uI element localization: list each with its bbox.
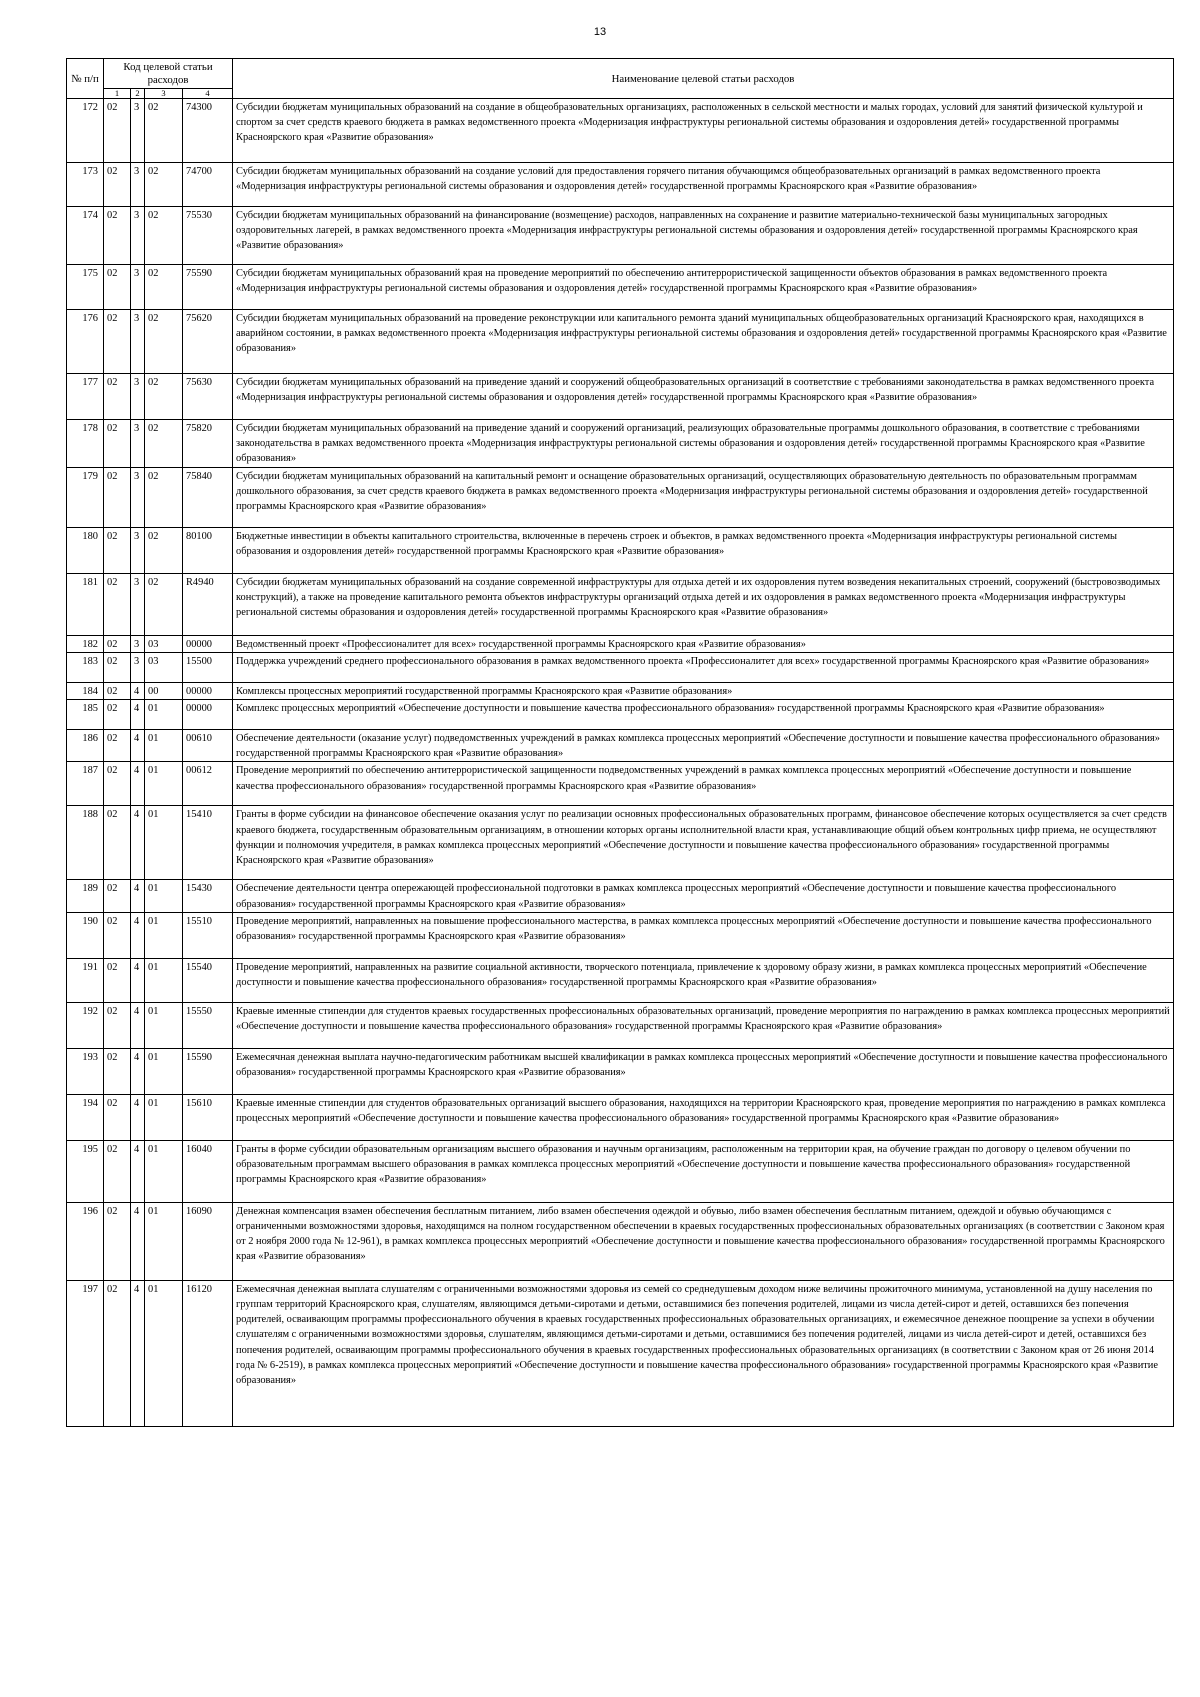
row-name: Комплекс процессных мероприятий «Обеспечение доступности и повышение качества профессионального образования» государственной программы Красноярского края «Развитие образования» bbox=[233, 700, 1174, 730]
code-direction: 15610 bbox=[183, 1094, 233, 1140]
row-number: 186 bbox=[67, 730, 104, 762]
code-type: 3 bbox=[131, 527, 145, 573]
row-name: Поддержка учреждений среднего профессионального образования в рамках ведомственного проекта «Профессионалитет для всех» государственной программы Красноярского края «Развитие образования» bbox=[233, 652, 1174, 682]
table-row bbox=[67, 420, 1174, 468]
table-body bbox=[67, 99, 1174, 1427]
code-direction: 15430 bbox=[183, 880, 233, 912]
code-subprogram: 01 bbox=[145, 1002, 183, 1048]
row-number: 178 bbox=[67, 420, 104, 468]
row-name: Бюджетные инвестиции в объекты капитального строительства, включенные в перечень строек и объектов, в рамках ведомственного проекта «Модернизация инфраструктуры региональной системы образования и оздоровления детей» государственной программы Красноярского края «Развитие образования» bbox=[233, 527, 1174, 573]
page-number: 13 bbox=[593, 26, 607, 38]
code-type: 4 bbox=[131, 880, 145, 912]
code-subprogram: 01 bbox=[145, 806, 183, 880]
code-type: 4 bbox=[131, 762, 145, 806]
row-name: Обеспечение деятельности (оказание услуг) подведомственных учреждений в рамках комплекса процессных мероприятий «Обеспечение доступности и повышение качества профессионального образования» государственной программы Красноярского края «Развитие образования» bbox=[233, 730, 1174, 762]
code-type: 4 bbox=[131, 682, 145, 699]
row-name: Субсидии бюджетам муниципальных образований на капитальный ремонт и оснащение образовательных организаций, осуществляющих образовательную деятельность по образовательным программам дошкольного образования, за счет средств краевого бюджета в рамках ведомственного проекта «Модернизация инфраструктуры региональной системы образования и оздоровления детей» государственной программы Красноярского края «Развитие образования» bbox=[233, 467, 1174, 527]
table-row bbox=[67, 573, 1174, 635]
table-row bbox=[67, 1140, 1174, 1202]
code-program: 02 bbox=[104, 573, 131, 635]
code-type: 3 bbox=[131, 467, 145, 527]
row-name: Обеспечение деятельности центра опережающей профессиональной подготовки в рамках комплекса процессных мероприятий «Обеспечение доступности и повышение качества профессионального образования» государственной программы Красноярского края «Развитие образования» bbox=[233, 880, 1174, 912]
row-name: Краевые именные стипендии для студентов краевых государственных профессиональных образовательных организаций, проведение мероприятия по награждению в рамках комплекса процессных мероприятий «Обеспечение доступности и повышение качества профессионального образования» государственной программы Красноярского края «Развитие образования» bbox=[233, 1002, 1174, 1048]
table-row bbox=[67, 1048, 1174, 1094]
code-subprogram: 03 bbox=[145, 635, 183, 652]
code-type: 3 bbox=[131, 265, 145, 310]
code-type: 4 bbox=[131, 1048, 145, 1094]
code-direction: 15590 bbox=[183, 1048, 233, 1094]
code-program: 02 bbox=[104, 880, 131, 912]
code-subprogram: 00 bbox=[145, 682, 183, 699]
code-type: 3 bbox=[131, 207, 145, 265]
table-row bbox=[67, 265, 1174, 310]
table-row bbox=[67, 912, 1174, 958]
code-direction: 16120 bbox=[183, 1280, 233, 1426]
code-subprogram: 01 bbox=[145, 1094, 183, 1140]
code-program: 02 bbox=[104, 1094, 131, 1140]
table-row bbox=[67, 806, 1174, 880]
row-name: Субсидии бюджетам муниципальных образований на создание условий для предоставления горячего питания обучающимся общеобразовательных организаций в рамках ведомственного проекта «Модернизация инфраструктуры региональной системы образования и оздоровления детей» государственной программы Красноярского края «Развитие образования» bbox=[233, 163, 1174, 207]
code-subprogram: 02 bbox=[145, 467, 183, 527]
row-number: 179 bbox=[67, 467, 104, 527]
row-number: 193 bbox=[67, 1048, 104, 1094]
code-subprogram: 02 bbox=[145, 310, 183, 374]
code-program: 02 bbox=[104, 1140, 131, 1202]
header-index-1: 1 bbox=[104, 89, 131, 99]
code-type: 4 bbox=[131, 700, 145, 730]
code-subprogram: 01 bbox=[145, 958, 183, 1002]
row-number: 182 bbox=[67, 635, 104, 652]
code-program: 02 bbox=[104, 1002, 131, 1048]
table-row bbox=[67, 958, 1174, 1002]
header-index-2: 2 bbox=[131, 89, 145, 99]
header-index-4: 4 bbox=[183, 89, 233, 99]
row-name: Гранты в форме субсидии образовательным организациям высшего образования и научным организациям, расположенным на территории края, на обучение граждан по договору о целевом обучении по образовательным программам высшего образования в рамках комплекса процессных мероприятий «Обеспечение доступности и повышение качества профессионального образования» государственной программы Красноярского края «Развитие образования» bbox=[233, 1140, 1174, 1202]
row-number: 196 bbox=[67, 1202, 104, 1280]
row-name: Субсидии бюджетам муниципальных образований на проведение реконструкции или капитального ремонта зданий муниципальных общеобразовательных организаций Красноярского края, находящихся в аварийном состоянии, в рамках ведомственного проекта «Модернизация инфраструктуры региональной системы образования и оздоровления детей» государственной программы Красноярского края «Развитие образования» bbox=[233, 310, 1174, 374]
row-name: Гранты в форме субсидии на финансовое обеспечение оказания услуг по реализации основных профессиональных образовательных программ, финансовое обеспечение которых осуществляется за счет средств краевого бюджета, государственным образовательным организациям, в отношении которых органы исполнительной власти края, устанавливающие общий объем контрольных цифр приема, не осуществляют функции и полномочия учредителя, в рамках комплекса процессных мероприятий «Обеспечение доступности и повышение качества профессионального образования» государственной программы Красноярского края «Развитие образования» bbox=[233, 806, 1174, 880]
code-direction: 16040 bbox=[183, 1140, 233, 1202]
row-number: 190 bbox=[67, 912, 104, 958]
row-number: 191 bbox=[67, 958, 104, 1002]
code-program: 02 bbox=[104, 99, 131, 163]
row-number: 189 bbox=[67, 880, 104, 912]
code-program: 02 bbox=[104, 806, 131, 880]
table-row bbox=[67, 762, 1174, 806]
code-subprogram: 01 bbox=[145, 700, 183, 730]
code-type: 4 bbox=[131, 958, 145, 1002]
code-subprogram: 02 bbox=[145, 265, 183, 310]
code-subprogram: 02 bbox=[145, 207, 183, 265]
row-number: 185 bbox=[67, 700, 104, 730]
row-name: Проведение мероприятий, направленных на повышение профессионального мастерства, в рамках комплекса процессных мероприятий «Обеспечение доступности и повышение качества профессионального образования» государственной программы Красноярского края «Развитие образования» bbox=[233, 912, 1174, 958]
row-number: 175 bbox=[67, 265, 104, 310]
header-code: Код целевой статьи расходов bbox=[104, 59, 233, 89]
row-name: Ежемесячная денежная выплата научно-педагогическим работникам высшей квалификации в рамках комплекса процессных мероприятий «Обеспечение доступности и повышение качества профессионального образования» государственной программы Красноярского края «Развитие образования» bbox=[233, 1048, 1174, 1094]
table-row bbox=[67, 652, 1174, 682]
code-type: 4 bbox=[131, 806, 145, 880]
row-name: Субсидии бюджетам муниципальных образований на создание в общеобразовательных организациях, расположенных в сельской местности и малых городах, условий для занятий физической культурой и спортом за счет средств краевого бюджета в рамках ведомственного проекта «Модернизация инфраструктуры региональной системы образования и оздоровления детей» государственной программы Красноярского края «Развитие образования» bbox=[233, 99, 1174, 163]
code-program: 02 bbox=[104, 265, 131, 310]
table-row bbox=[67, 99, 1174, 163]
row-name: Субсидии бюджетам муниципальных образований на финансирование (возмещение) расходов, направленных на сохранение и развитие материально-технической базы муниципальных загородных оздоровительных лагерей, в рамках ведомственного проекта «Модернизация инфраструктуры региональной системы образования и оздоровления детей» государственной программы Красноярского края «Развитие образования» bbox=[233, 207, 1174, 265]
code-program: 02 bbox=[104, 652, 131, 682]
row-name: Ведомственный проект «Профессионалитет для всех» государственной программы Красноярского края «Развитие образования» bbox=[233, 635, 1174, 652]
code-subprogram: 02 bbox=[145, 163, 183, 207]
row-number: 188 bbox=[67, 806, 104, 880]
code-direction: R4940 bbox=[183, 573, 233, 635]
code-direction: 74700 bbox=[183, 163, 233, 207]
code-program: 02 bbox=[104, 1202, 131, 1280]
code-program: 02 bbox=[104, 467, 131, 527]
row-name: Субсидии бюджетам муниципальных образований края на проведение мероприятий по обеспечению антитеррористической защищенности объектов образования в рамках ведомственного проекта «Модернизация инфраструктуры региональной системы образования и оздоровления детей» государственной программы Красноярского края «Развитие образования» bbox=[233, 265, 1174, 310]
row-number: 173 bbox=[67, 163, 104, 207]
row-name: Проведение мероприятий по обеспечению антитеррористической защищенности подведомственных учреждений в рамках комплекса процессных мероприятий «Обеспечение доступности и повышение качества профессионального образования» государственной программы Красноярского края «Развитие образования» bbox=[233, 762, 1174, 806]
code-subprogram: 01 bbox=[145, 762, 183, 806]
code-subprogram: 02 bbox=[145, 527, 183, 573]
row-name: Ежемесячная денежная выплата слушателям с ограниченными возможностями здоровья из семей со среднедушевым доходом ниже величины прожиточного минимума, установленной на душу населения по группам территорий Красноярского края, слушателям, являющимся детьми-сиротами и детьми, оставшимися без попечения родителей, лицами из числа детей-сирот и детей, оставшихся без попечения родителей, осваивающим программы профессионального обучения в краевых государственных профессиональных образовательных организациях, и ежемесячное денежное поощрение за успехи в обучении слушателям с ограниченными возможностями здоровья, слушателям, являющимся детьми-сиротами и детьми, оставшимися без попечения родителей, лицами из числа детей-сирот и детей, оставшихся без попечения родителей, осваивающим программы профессионального обучения в краевых государственных профессиональных образовательных организациях (в соответствии с Законом края от 26 июня 2014 года № 6-2519), в рамках комплекса процессных мероприятий «Обеспечение доступности и повышение качества профессионального образования» государственной программы Красноярского края «Развитие образования» bbox=[233, 1280, 1174, 1426]
header-name: Наименование целевой статьи расходов bbox=[233, 59, 1174, 99]
table-row bbox=[67, 527, 1174, 573]
code-direction: 75620 bbox=[183, 310, 233, 374]
code-direction: 15550 bbox=[183, 1002, 233, 1048]
row-number: 194 bbox=[67, 1094, 104, 1140]
code-program: 02 bbox=[104, 635, 131, 652]
code-subprogram: 03 bbox=[145, 652, 183, 682]
code-subprogram: 02 bbox=[145, 374, 183, 420]
code-program: 02 bbox=[104, 374, 131, 420]
table-row bbox=[67, 730, 1174, 762]
code-program: 02 bbox=[104, 420, 131, 468]
table-row bbox=[67, 467, 1174, 527]
row-name: Проведение мероприятий, направленных на развитие социальной активности, творческого потенциала, привлечение к здоровому образу жизни, в рамках комплекса процессных мероприятий «Обеспечение доступности и повышение качества профессионального образования» государственной программы Красноярского края «Развитие образования» bbox=[233, 958, 1174, 1002]
code-direction: 74300 bbox=[183, 99, 233, 163]
code-program: 02 bbox=[104, 163, 131, 207]
code-subprogram: 01 bbox=[145, 1140, 183, 1202]
table-row bbox=[67, 635, 1174, 652]
code-program: 02 bbox=[104, 207, 131, 265]
code-type: 4 bbox=[131, 912, 145, 958]
table-row bbox=[67, 207, 1174, 265]
code-direction: 75630 bbox=[183, 374, 233, 420]
row-number: 180 bbox=[67, 527, 104, 573]
code-type: 4 bbox=[131, 1202, 145, 1280]
code-subprogram: 01 bbox=[145, 1048, 183, 1094]
code-program: 02 bbox=[104, 958, 131, 1002]
code-program: 02 bbox=[104, 700, 131, 730]
code-type: 4 bbox=[131, 730, 145, 762]
row-number: 192 bbox=[67, 1002, 104, 1048]
code-type: 3 bbox=[131, 573, 145, 635]
code-program: 02 bbox=[104, 1280, 131, 1426]
code-direction: 00610 bbox=[183, 730, 233, 762]
code-direction: 15500 bbox=[183, 652, 233, 682]
code-direction: 15540 bbox=[183, 958, 233, 1002]
code-direction: 00000 bbox=[183, 682, 233, 699]
code-subprogram: 02 bbox=[145, 420, 183, 468]
code-program: 02 bbox=[104, 310, 131, 374]
code-direction: 15410 bbox=[183, 806, 233, 880]
row-name: Денежная компенсация взамен обеспечения бесплатным питанием, либо взамен обеспечения одеждой и обувью, либо взамен обеспечения бесплатным питанием, одеждой и обувью обучающимся с ограниченными возможностями здоровья, находящимся на полном государственном обеспечении в краевых государственных профессиональных образовательных организациях (в соответствии с Законом края от 2 ноября 2000 года № 12-961), в рамках комплекса процессных мероприятий «Обеспечение доступности и повышение качества профессионального образования» государственной программы Красноярского края «Развитие образования» bbox=[233, 1202, 1174, 1280]
table-row bbox=[67, 682, 1174, 699]
row-number: 181 bbox=[67, 573, 104, 635]
code-direction: 00000 bbox=[183, 700, 233, 730]
code-direction: 75530 bbox=[183, 207, 233, 265]
table-row bbox=[67, 1002, 1174, 1048]
table-row bbox=[67, 880, 1174, 912]
code-type: 3 bbox=[131, 635, 145, 652]
row-name: Краевые именные стипендии для студентов образовательных организаций высшего образования, находящихся на территории Красноярского края, проведение мероприятия по награждению в рамках комплекса процессных мероприятий «Обеспечение доступности и повышение качества профессионального образования» государственной программы Красноярского края «Развитие образования» bbox=[233, 1094, 1174, 1140]
code-type: 3 bbox=[131, 374, 145, 420]
code-subprogram: 01 bbox=[145, 912, 183, 958]
code-direction: 16090 bbox=[183, 1202, 233, 1280]
row-number: 172 bbox=[67, 99, 104, 163]
row-number: 195 bbox=[67, 1140, 104, 1202]
code-direction: 75820 bbox=[183, 420, 233, 468]
table-row bbox=[67, 1094, 1174, 1140]
code-subprogram: 02 bbox=[145, 573, 183, 635]
table-header-row bbox=[67, 59, 1174, 89]
row-number: 177 bbox=[67, 374, 104, 420]
header-index-3: 3 bbox=[145, 89, 183, 99]
code-direction: 75840 bbox=[183, 467, 233, 527]
code-type: 3 bbox=[131, 420, 145, 468]
table-row bbox=[67, 374, 1174, 420]
code-program: 02 bbox=[104, 682, 131, 699]
code-type: 3 bbox=[131, 652, 145, 682]
code-program: 02 bbox=[104, 762, 131, 806]
code-direction: 75590 bbox=[183, 265, 233, 310]
code-program: 02 bbox=[104, 912, 131, 958]
row-name: Субсидии бюджетам муниципальных образований на создание современной инфраструктуры для отдыха детей и их оздоровления путем возведения некапитальных строений, сооружений (быстровозводимых конструкций), а также на проведение капитального ремонта объектов инфраструктуры организаций отдыха детей и их оздоровления в рамках ведомственного проекта «Модернизация инфраструктуры региональной системы образования и оздоровления детей» государственной программы Красноярского края «Развитие образования» bbox=[233, 573, 1174, 635]
code-subprogram: 02 bbox=[145, 99, 183, 163]
code-program: 02 bbox=[104, 1048, 131, 1094]
target-articles-table bbox=[66, 58, 1174, 1427]
row-name: Субсидии бюджетам муниципальных образований на приведение зданий и сооружений общеобразовательных организаций в соответствие с требованиями законодательства в рамках ведомственного проекта «Модернизация инфраструктуры региональной системы образования и оздоровления детей» государственной программы Красноярского края «Развитие образования» bbox=[233, 374, 1174, 420]
code-type: 3 bbox=[131, 163, 145, 207]
code-direction: 00000 bbox=[183, 635, 233, 652]
row-number: 184 bbox=[67, 682, 104, 699]
code-program: 02 bbox=[104, 730, 131, 762]
code-type: 3 bbox=[131, 99, 145, 163]
table-row bbox=[67, 163, 1174, 207]
table-row bbox=[67, 1202, 1174, 1280]
code-program: 02 bbox=[104, 527, 131, 573]
code-direction: 15510 bbox=[183, 912, 233, 958]
row-number: 176 bbox=[67, 310, 104, 374]
code-subprogram: 01 bbox=[145, 1280, 183, 1426]
code-type: 4 bbox=[131, 1140, 145, 1202]
row-number: 197 bbox=[67, 1280, 104, 1426]
code-subprogram: 01 bbox=[145, 880, 183, 912]
row-number: 174 bbox=[67, 207, 104, 265]
code-direction: 80100 bbox=[183, 527, 233, 573]
row-name: Субсидии бюджетам муниципальных образований на приведение зданий и сооружений организаций, реализующих образовательные программы дошкольного образования, в соответствие с требованиями законодательства в рамках ведомственного проекта «Модернизация инфраструктуры региональной системы образования и оздоровления детей» государственной программы Красноярского края «Развитие образования» bbox=[233, 420, 1174, 468]
code-subprogram: 01 bbox=[145, 730, 183, 762]
code-direction: 00612 bbox=[183, 762, 233, 806]
row-name: Комплексы процессных мероприятий государственной программы Красноярского края «Развитие образования» bbox=[233, 682, 1174, 699]
code-type: 4 bbox=[131, 1002, 145, 1048]
row-number: 183 bbox=[67, 652, 104, 682]
code-subprogram: 01 bbox=[145, 1202, 183, 1280]
table-row bbox=[67, 1280, 1174, 1426]
table-row bbox=[67, 700, 1174, 730]
code-type: 4 bbox=[131, 1280, 145, 1426]
header-num: № п/п bbox=[67, 59, 104, 99]
code-type: 3 bbox=[131, 310, 145, 374]
code-type: 4 bbox=[131, 1094, 145, 1140]
table-row bbox=[67, 310, 1174, 374]
row-number: 187 bbox=[67, 762, 104, 806]
